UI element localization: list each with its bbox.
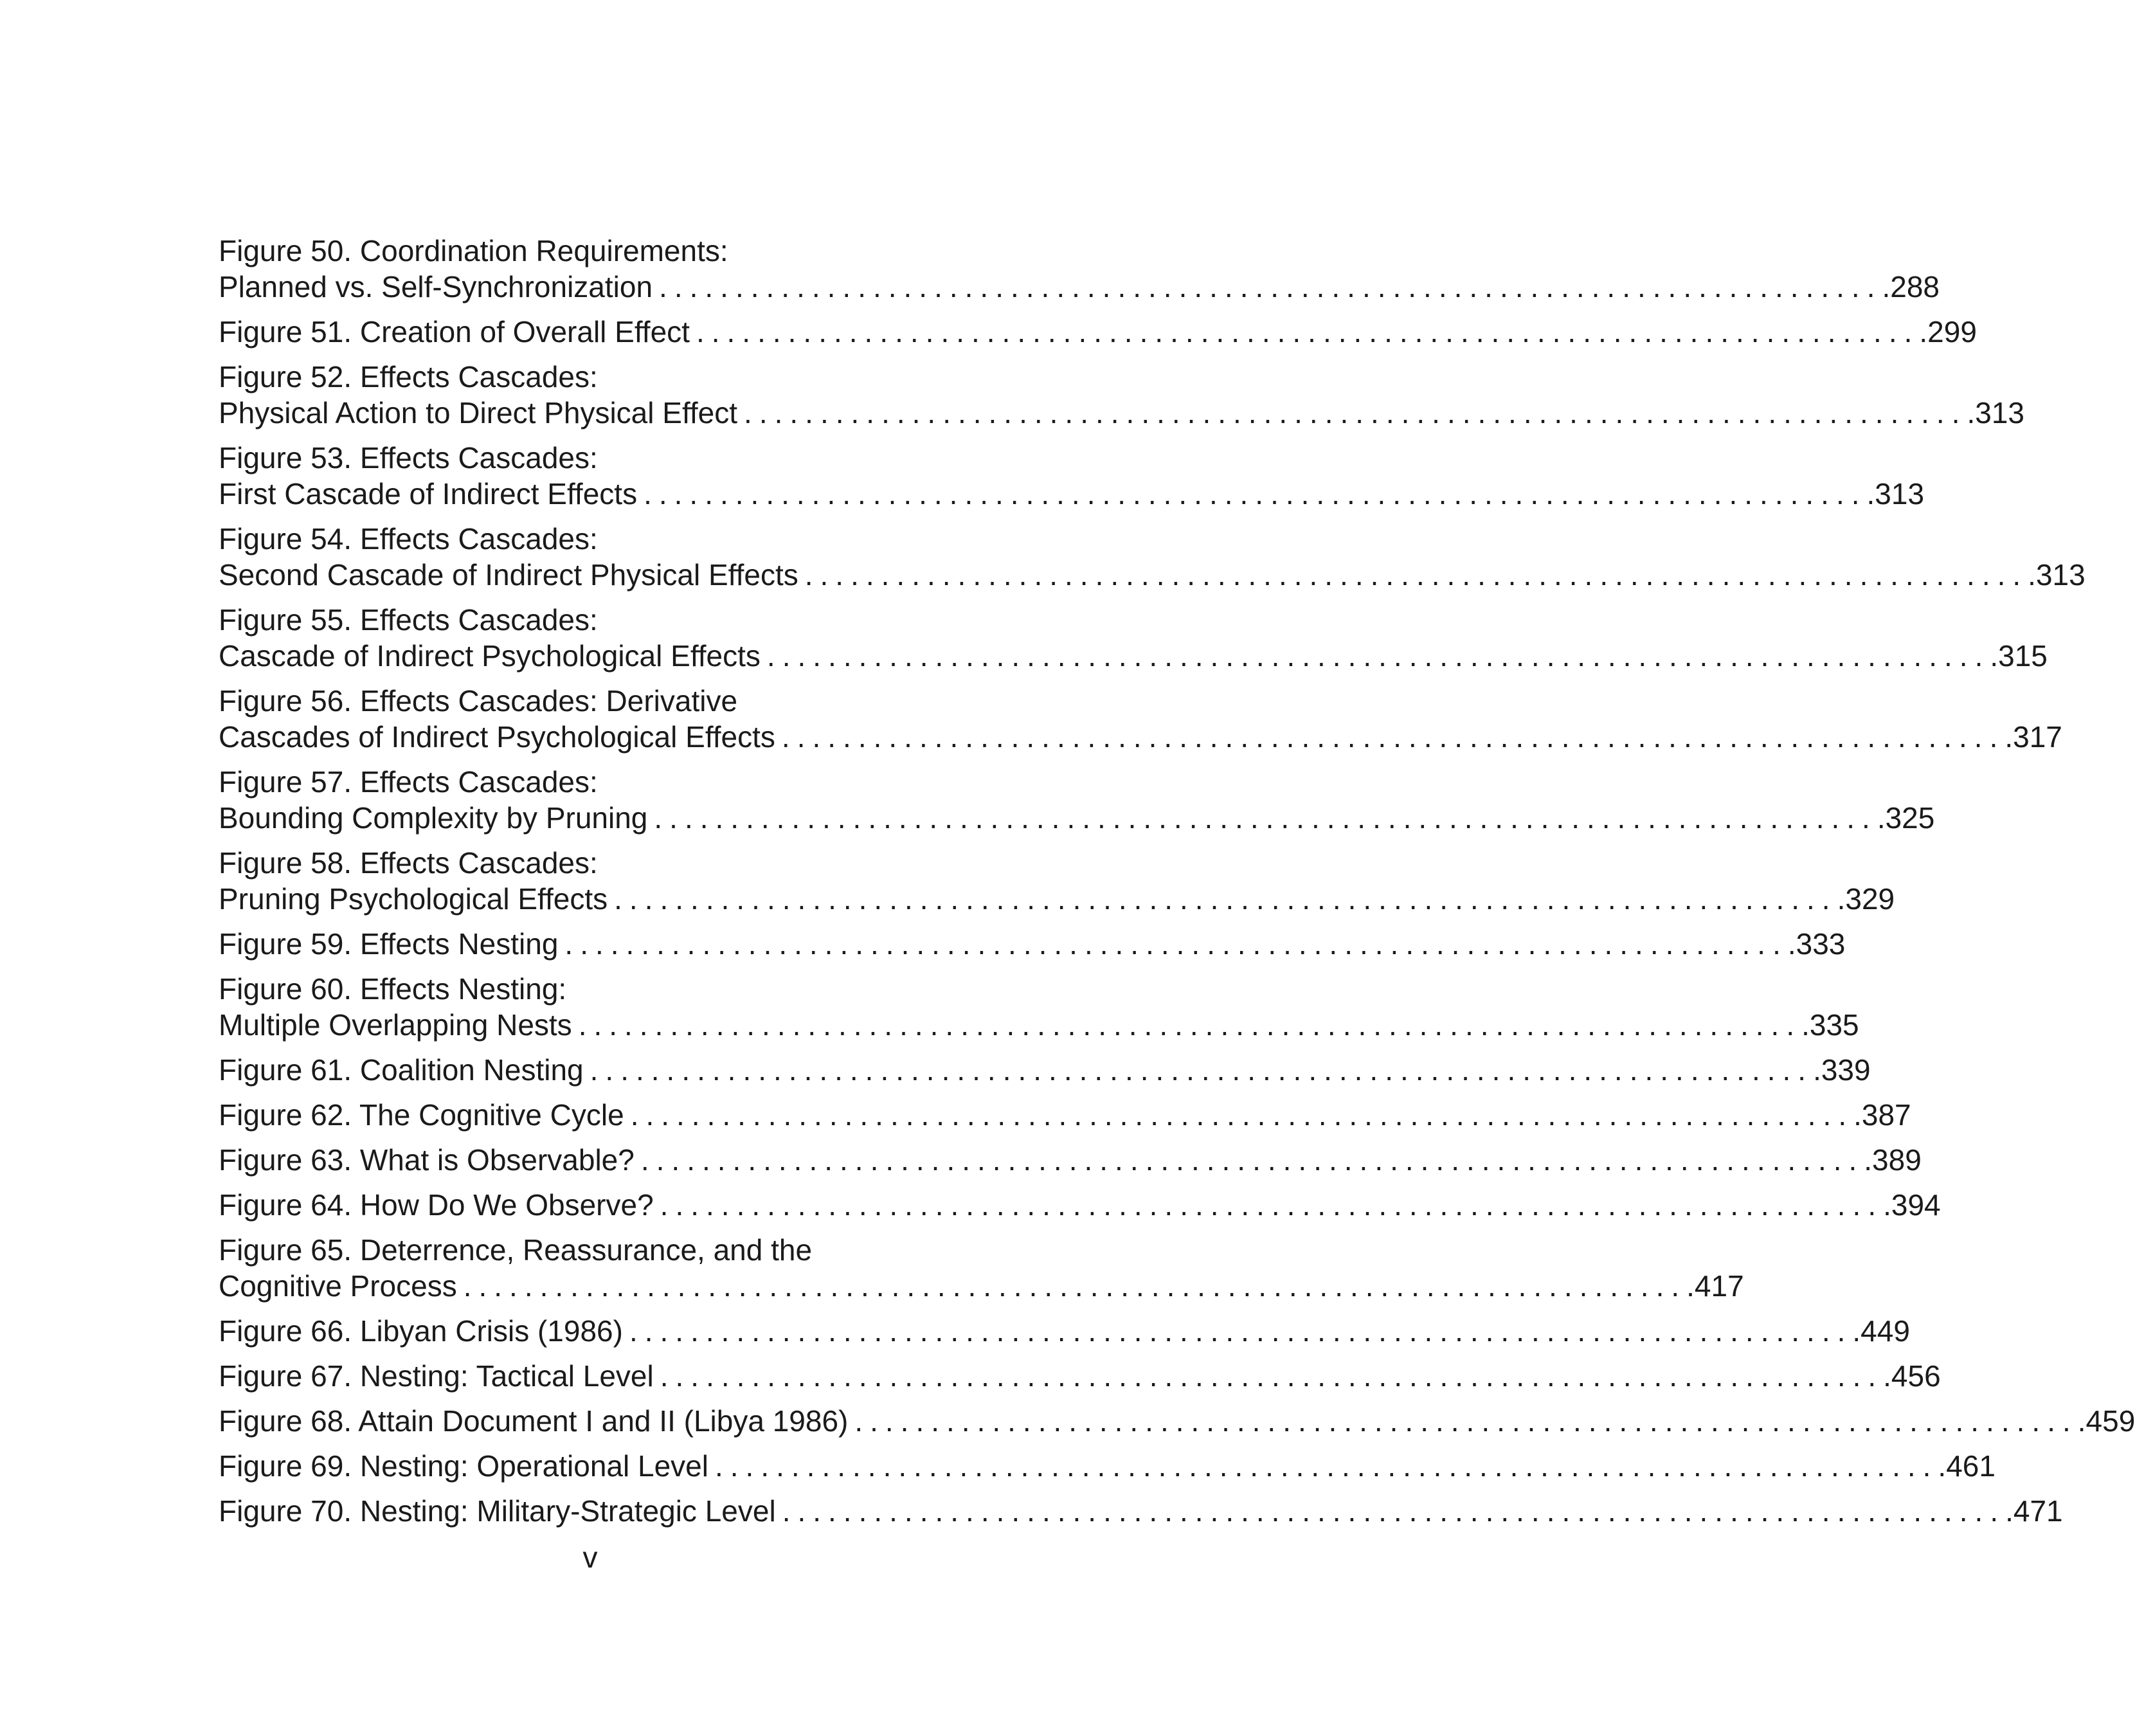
figure-title-text: Figure 70. Nesting: Military-Strategic Level [219,1494,776,1528]
dot-leader: ................................................................................ [659,270,1882,303]
toc-entry-final-line [219,1268,1744,1304]
figure-title-text: Figure 54. Effects Cascades: [219,522,598,556]
dot-leader: ................................................................................ [590,1053,1814,1087]
dot-leader: ................................................................................ [782,1494,2006,1528]
toc-entry-final-line [219,314,1977,350]
toc-entry-final-line [219,881,1895,917]
toc-entry [219,1403,2135,1439]
list-of-figures [219,233,2135,1538]
dot-leader: ................................................................................ [781,720,2005,754]
toc-entry-final-line [219,638,2048,674]
figure-title-text: Pruning Psychological Effects [219,882,608,916]
toc-entry-final-line [219,1493,2063,1529]
toc-entry [219,1187,1941,1223]
figure-title-text: Figure 50. Coordination Requirements: [219,234,728,267]
dot-leader: ................................................................................ [660,1359,1884,1393]
toc-entry-line [219,233,955,269]
toc-entry [219,845,1895,917]
figure-title-text: Figure 66. Libyan Crisis (1986) [219,1314,623,1348]
figure-title-text: Figure 67. Nesting: Tactical Level [219,1359,654,1393]
page-reference: .417 [1686,1269,1744,1303]
toc-entry-line [219,764,955,800]
toc-entry [219,602,2048,674]
dot-leader: ................................................................................ [715,1449,1938,1483]
page-reference: .313 [2028,558,2085,592]
figure-title-text: Figure 68. Attain Document I and II (Libya 1986) [219,1404,849,1438]
dot-leader: ................................................................................ [654,801,1877,835]
dot-leader: ................................................................................ [766,639,1990,673]
toc-entry-final-line [219,1358,1941,1394]
figure-title-text: Figure 60. Effects Nesting: [219,972,567,1006]
dot-leader: ................................................................................ [640,1143,1864,1177]
toc-entry-final-line [219,1187,1941,1223]
toc-entry-final-line [219,557,2085,593]
dot-leader: ................................................................................ [578,1008,1802,1042]
figure-title-text: Figure 64. How Do We Observe? [219,1188,654,1222]
figure-title-text: Figure 52. Effects Cascades: [219,360,598,393]
page-reference: .333 [1787,927,1846,961]
figure-title-text: Bounding Complexity by Pruning [219,801,648,835]
figure-title-text: Figure 62. The Cognitive Cycle [219,1098,624,1132]
page-reference: .389 [1864,1143,1922,1177]
page-reference: .387 [1853,1098,1911,1132]
toc-entry-line [219,440,955,476]
page-number: v [582,1541,598,1574]
dot-leader: ................................................................................ [660,1188,1884,1222]
toc-entry-line [219,602,955,638]
page-reference: .471 [2005,1494,2063,1528]
toc-entry [219,683,2062,755]
page-reference: .394 [1883,1188,1941,1222]
page-reference: .459 [2077,1404,2135,1438]
toc-entry [219,1052,1871,1088]
toc-entry-final-line [219,800,1935,836]
toc-entry [219,1232,1744,1304]
page-reference: .456 [1883,1359,1941,1393]
toc-entry-final-line [219,1448,1995,1484]
toc-entry [219,359,2024,431]
dot-leader: ................................................................................ [696,315,1920,348]
dot-leader: ................................................................................ [614,882,1837,916]
page-reference: .335 [1801,1008,1859,1042]
toc-entry-final-line [219,1403,2135,1439]
toc-entry [219,521,2085,593]
toc-entry-final-line [219,269,1940,305]
toc-entry-line [219,359,955,395]
toc-entry [219,233,1940,305]
page-reference: .315 [1990,639,2048,673]
toc-entry-final-line [219,1097,1911,1133]
toc-entry [219,1097,1911,1133]
toc-entry [219,314,1977,350]
dot-leader: ................................................................................ [644,477,1867,511]
figure-title-text: Physical Action to Direct Physical Effect [219,396,738,429]
figure-title-text: Planned vs. Self-Synchronization [219,270,653,303]
page-reference: .299 [1919,315,1977,348]
figure-title-text: Figure 55. Effects Cascades: [219,603,598,637]
dot-leader: ................................................................................ [854,1404,2078,1438]
page-reference: .288 [1882,270,1940,303]
page-reference: .317 [2004,720,2062,754]
toc-entry-line [219,971,955,1007]
toc-entry [219,1313,1910,1349]
toc-entry-final-line [219,395,2024,431]
dot-leader: ................................................................................ [744,396,1967,429]
toc-entry-final-line [219,1142,1922,1178]
page-reference: .325 [1877,801,1935,835]
figure-title-text: Figure 51. Creation of Overall Effect [219,315,690,348]
page-reference: .329 [1837,882,1895,916]
toc-entry-final-line [219,1007,1859,1043]
figure-title-text: Figure 58. Effects Cascades: [219,846,598,880]
dot-leader: ................................................................................ [564,927,1788,961]
figure-title-text: Cascades of Indirect Psychological Effects [219,720,775,754]
toc-entry-line [219,1232,955,1268]
toc-entry-final-line [219,719,2062,755]
figure-title-text: Figure 69. Nesting: Operational Level [219,1449,708,1483]
toc-entry [219,926,1846,962]
page-reference: .449 [1852,1314,1910,1348]
figure-title-text: Figure 59. Effects Nesting [219,927,559,961]
figure-title-text: Figure 56. Effects Cascades: Derivative [219,684,738,718]
toc-entry-line [219,521,955,557]
page-reference: .339 [1813,1053,1871,1087]
dot-leader: ................................................................................ [804,558,2028,592]
figure-title-text: Figure 65. Deterrence, Reassurance, and the [219,1233,813,1267]
figure-title-text: Second Cascade of Indirect Physical Effects [219,558,798,592]
toc-entry-final-line [219,1052,1871,1088]
toc-entry [219,764,1935,836]
toc-entry-final-line [219,926,1846,962]
toc-entry-line [219,683,955,719]
figure-title-text: Figure 61. Coalition Nesting [219,1053,584,1087]
page-reference: .313 [1967,396,2024,429]
page-reference: .461 [1938,1449,1995,1483]
figure-title-text: Cognitive Process [219,1269,457,1303]
figure-title-text: Figure 53. Effects Cascades: [219,441,598,475]
figure-title-text: Figure 63. What is Observable? [219,1143,635,1177]
toc-entry [219,1493,2063,1529]
figure-title-text: First Cascade of Indirect Effects [219,477,638,511]
figure-title-text: Figure 57. Effects Cascades: [219,765,598,799]
toc-entry [219,440,1925,512]
figure-title-text: Cascade of Indirect Psychological Effects [219,639,761,673]
toc-entry [219,1448,1995,1484]
toc-entry [219,971,1859,1043]
toc-entry [219,1142,1922,1178]
dot-leader: ................................................................................ [629,1314,1853,1348]
page-reference: .313 [1866,477,1925,511]
dot-leader: ................................................................................ [630,1098,1854,1132]
dot-leader: ................................................................................ [463,1269,1687,1303]
toc-entry [219,1358,1941,1394]
toc-entry-final-line [219,1313,1910,1349]
figure-title-text: Multiple Overlapping Nests [219,1008,572,1042]
toc-entry-line [219,845,955,881]
toc-entry-final-line [219,476,1925,512]
